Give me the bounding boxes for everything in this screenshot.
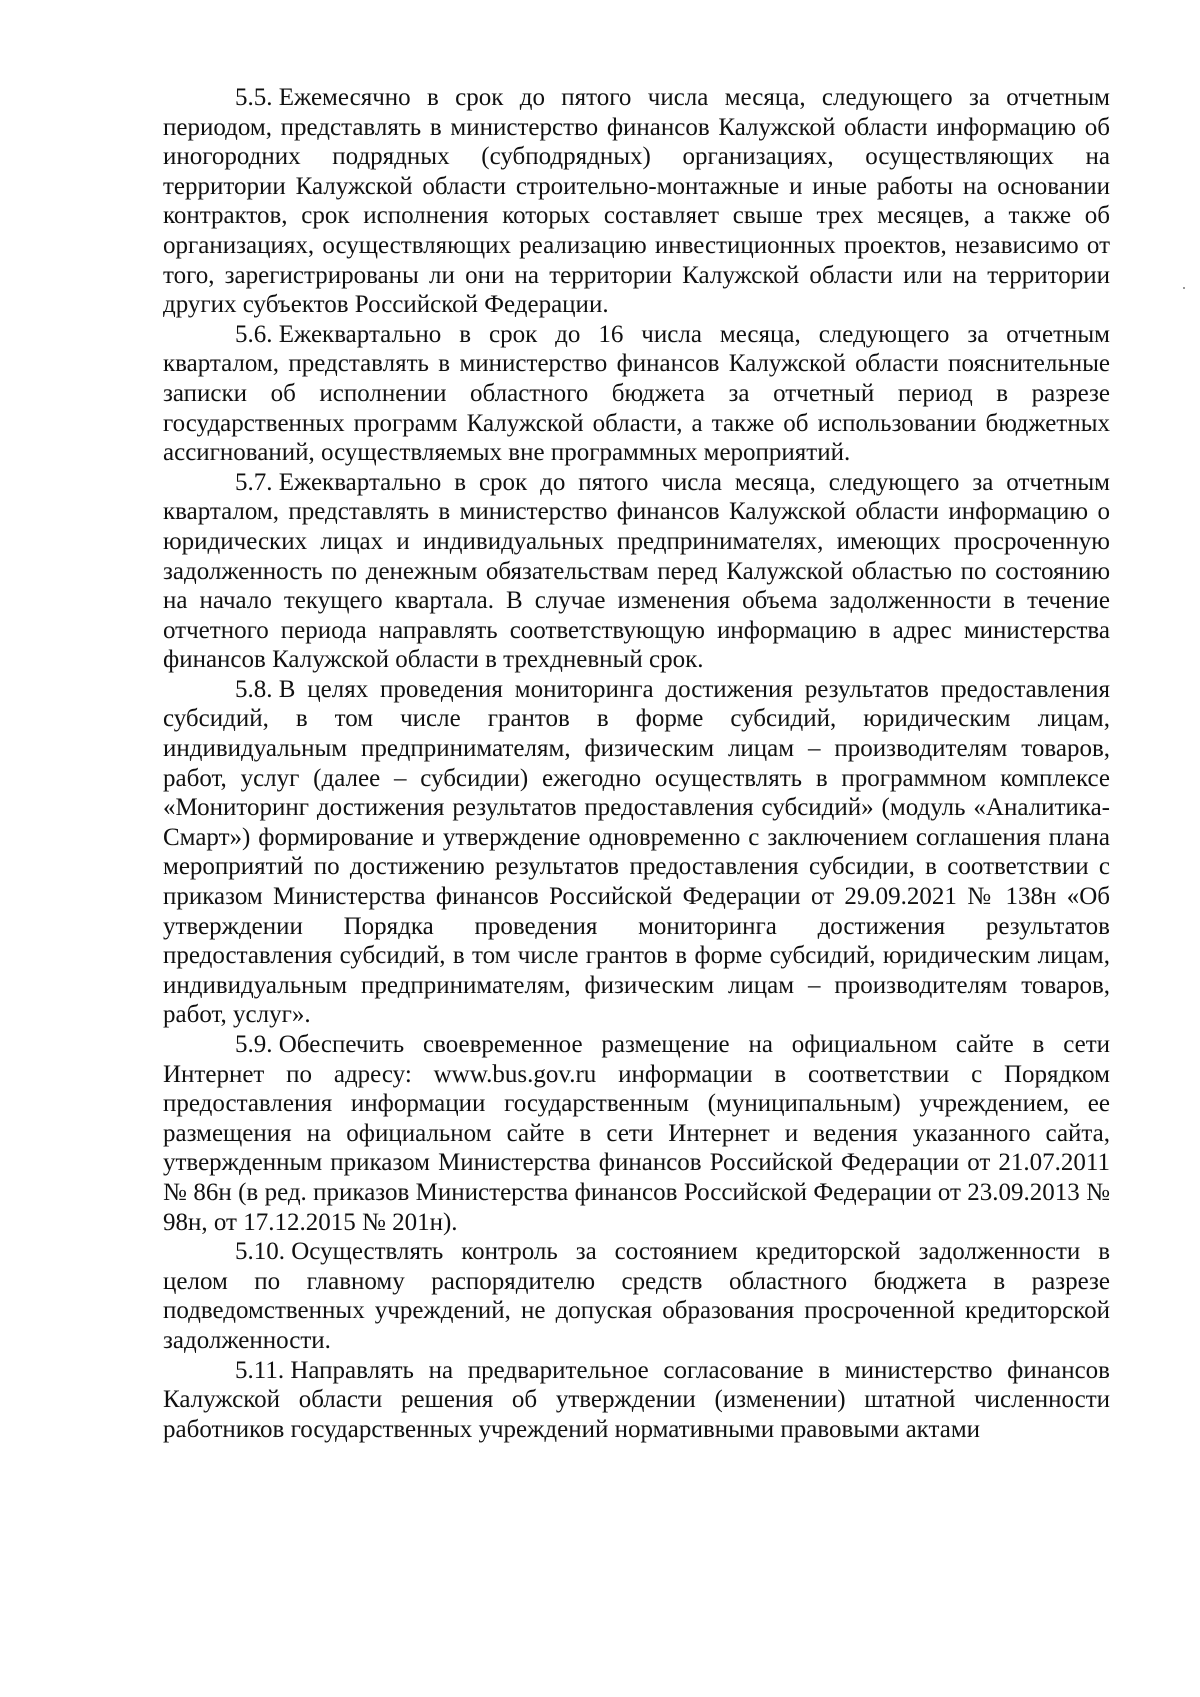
paragraph-text: Ежеквартально в срок до 16 числа месяца, следующего за отчетным кварталом, представлять в министерство финансов Калужской области пояснительные записки об исполнении областного бюджета за отчетный период в разрезе государственных программ Калужской области, а также об использовании бюджетных ассигнований, осуществляемых вне программных мероприятий.	[163, 320, 1110, 467]
paragraph-text: Осуществлять контроль за состоянием кредиторской задолженности в целом по главному распорядителю средств областного бюджета в разрезе подведомственных учреждений, не допуская образования просроченной кредиторской задолженности.	[163, 1238, 1110, 1354]
paragraph-number: 5.8.	[235, 675, 273, 703]
paragraph-5-9	[163, 1030, 1110, 1237]
paragraph-text: В целях проведения мониторинга достижения результатов предоставления субсидий, в том числе грантов в форме субсидий, юридическим лицам, индивидуальным предпринимателям, физическим лицам – производителям товаров, работ, услуг (далее – субсидии) ежегодно осуществлять в программном комплексе «Мониторинг достижения результатов предоставления субсидий» (модуль «Аналитика-Смарт») формирование и утверждение одновременно с заключением соглашения плана мероприятий по достижению результатов предоставления субсидии, в соответствии с приказом Министерства финансов Российской Федерации от 29.09.2021 № 138н «Об утверждении Порядка проведения мониторинга достижения результатов предоставления субсидий, в том числе грантов в форме субсидий, юридическим лицам, индивидуальным предпринимателям, физическим лицам – производителям товаров, работ, услуг».	[163, 675, 1110, 1029]
paragraph-number: 5.10.	[235, 1238, 285, 1266]
paragraph-text: Ежеквартально в срок до пятого числа месяца, следующего за отчетным кварталом, представлять в министерство финансов Калужской области информацию о юридических лицах и индивидуальных предпринимателях, имеющих просроченную задолженность по денежным обязательствам перед Калужской областью по состоянию на начало текущего квартала. В случае изменения объема задолженности в течение отчетного периода направлять соответствующую информацию в адрес министерства финансов Калужской области в трехдневный срок.	[163, 468, 1110, 674]
paragraph-text: Обеспечить своевременное размещение на официальном сайте в сети Интернет по адресу: www.bus.gov.ru информации в соответствии с Порядком предоставления информации государственным (муниципальным) учреждением, ее размещения на официальном сайте в сети Интернет и ведения указанного сайта, утвержденным приказом Министерства финансов Российской Федерации от 21.07.2011 № 86н (в ред. приказов Министерства финансов Российской Федерации от 23.09.2013 № 98н, от 17.12.2015 № 201н).	[163, 1031, 1110, 1236]
paragraph-number: 5.5.	[235, 84, 273, 111]
paragraph-5-11	[163, 1356, 1110, 1445]
paragraph-5-8	[163, 675, 1110, 1030]
paragraph-text: Направлять на предварительное согласование в министерство финансов Калужской области решения об утверждении (изменении) штатной численности работников государственных учреждений нормативными правовыми актами	[163, 1356, 1110, 1443]
paragraph-number: 5.7.	[235, 468, 273, 496]
paragraph-number: 5.11.	[235, 1356, 285, 1384]
document-page	[163, 83, 1110, 1444]
paragraph-5-7	[163, 468, 1110, 675]
paragraph-number: 5.9.	[235, 1031, 273, 1058]
scan-speck	[1183, 287, 1185, 289]
paragraph-number: 5.6.	[235, 320, 273, 348]
paragraph-5-5	[163, 83, 1110, 320]
paragraph-5-10	[163, 1237, 1110, 1355]
paragraph-5-6	[163, 320, 1110, 468]
paragraph-text: Ежемесячно в срок до пятого числа месяца, следующего за отчетным периодом, представлять в министерство финансов Калужской области информацию об иногородних подрядных (субподрядных) организациях, осуществляющих на территории Калужской области строительно-монтажные и иные работы на основании контрактов, срок исполнения которых составляет свыше трех месяцев, а также об организациях, осуществляющих реализацию инвестиционных проектов, независимо от того, зарегистрированы ли они на территории Калужской области или на территории других субъектов Российской Федерации.	[163, 84, 1110, 319]
